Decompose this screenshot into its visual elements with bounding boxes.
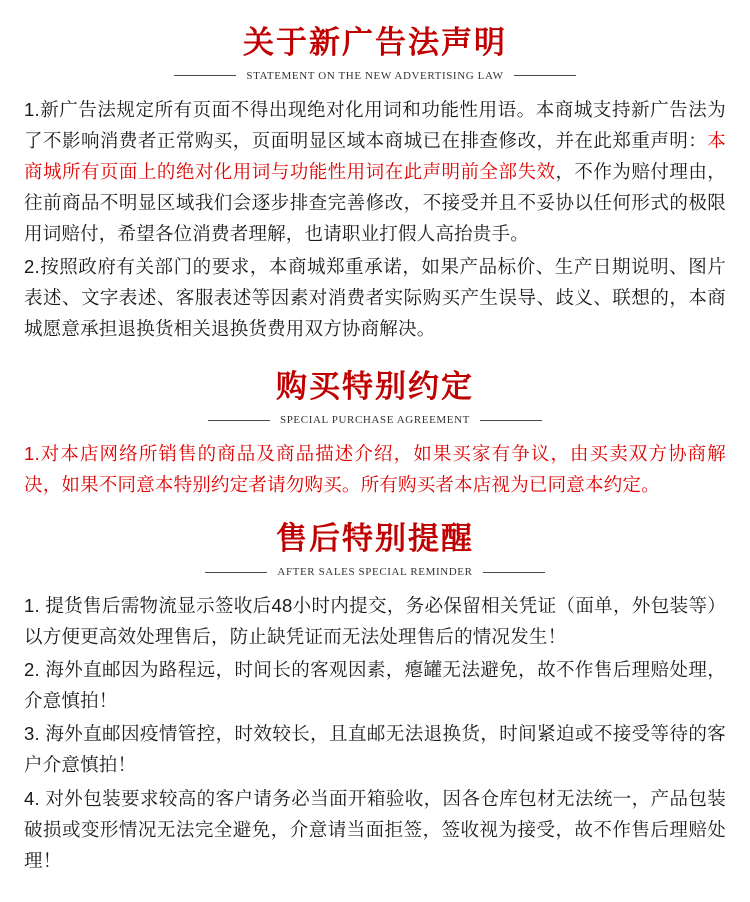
section-purchase-agreement <box>24 368 726 500</box>
section-after-sales-reminder <box>24 520 726 875</box>
section-body <box>24 438 726 500</box>
rule-right <box>483 572 545 573</box>
rule-right <box>480 420 542 421</box>
section-title-cn: 关于新广告法声明 <box>243 25 507 60</box>
paragraph: 4. 对外包装要求较高的客户请务必当面开箱验收，因各仓库包材无法统一，产品包装破损或变形情况无法完全避免，介意请当面拒签，签收视为接受，故不作售后理赔处理！ <box>24 787 726 871</box>
rule-left <box>174 75 236 76</box>
section-title-cn: 售后特别提醒 <box>276 521 474 557</box>
section-title-en: SPECIAL PURCHASE AGREEMENT <box>280 414 470 427</box>
paragraph: 2.按照政府有关部门的要求，本商城郑重承诺，如果产品标价、生产日期说明、图片表述、文字表述、客服表述等因素对消费者实际购买产生误导、歧义、联想的，本商城愿意承担退换货相关退换货费用双方协商解决。 <box>24 256 726 340</box>
rule-left <box>205 572 267 573</box>
paragraph <box>24 94 726 249</box>
section-advertising-law <box>24 24 726 344</box>
section-body <box>24 94 726 345</box>
rule-right <box>514 75 576 76</box>
paragraph: 3. 海外直邮因疫情管控，时效较长，且直邮无法退换货，时间紧迫或不接受等待的客户介意慎拍！ <box>24 723 726 776</box>
rule-left <box>208 420 270 421</box>
text-run: 1.新广告法规定所有页面不得出现绝对化用词和功能性用语。本商城支持新广告法为了不影响消费者正常购买，页面明显区域本商城已在排查修改，并在此郑重声明： <box>24 98 726 151</box>
section-subtitle-row <box>24 566 726 578</box>
paragraph: 2. 海外直邮因为路程远，时间长的客观因素，瘪罐无法避免，故不作售后理赔处理，介意慎拍！ <box>24 659 726 712</box>
section-header <box>24 368 726 426</box>
text-run: ，不作为赔付理由，往前商品不明显区域我们会逐步排查完善修改，不接受并且不妥协以任何形式的极限用词赔付，希望各位消费者理解，也请职业打假人高抬贵手。 <box>24 160 726 245</box>
section-subtitle-row <box>24 70 726 82</box>
paragraph: 1.对本店网络所销售的商品及商品描述介绍，如果买家有争议，由买卖双方协商解决，如果不同意本特别约定者请勿购买。所有购买者本店视为已同意本约定。 <box>24 443 726 496</box>
section-title-cn: 购买特别约定 <box>276 369 474 405</box>
section-title-en: STATEMENT ON THE NEW ADVERTISING LAW <box>246 69 504 82</box>
text-run-emphasis: 本商城所有页面上的绝对化用词与功能性用词在此声明前全部失效 <box>24 129 726 182</box>
spacer <box>24 346 726 368</box>
section-subtitle-row <box>24 414 726 426</box>
section-body <box>24 590 726 876</box>
section-header <box>24 520 726 578</box>
spacer <box>24 502 726 520</box>
paragraph: 1. 提货售后需物流显示签收后48小时内提交，务必保留相关凭证（面单，外包装等）以方便更高效处理售后，防止缺凭证而无法处理售后的情况发生！ <box>24 595 726 648</box>
section-title-en: AFTER SALES SPECIAL REMINDER <box>277 566 473 579</box>
section-header <box>24 24 726 82</box>
